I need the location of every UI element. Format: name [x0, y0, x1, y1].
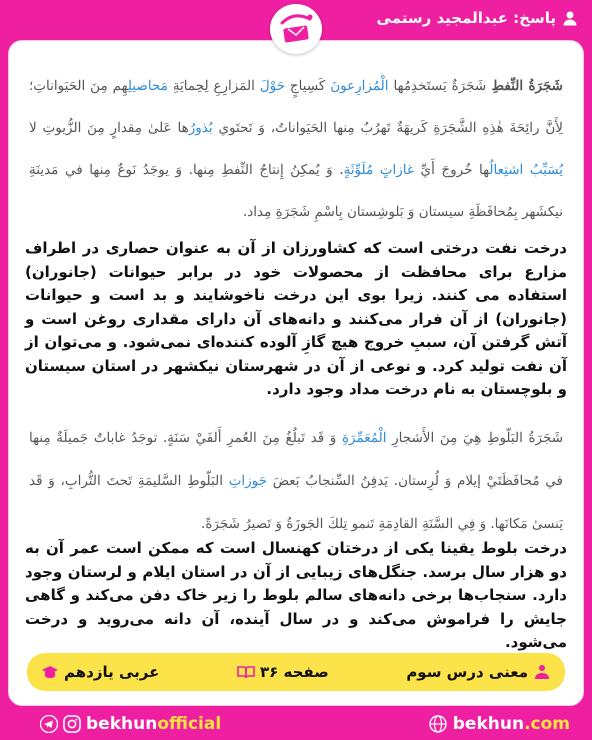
- highlighted-word: حَوْلَ: [259, 78, 285, 94]
- book-label: [41, 663, 159, 681]
- lesson-text: معنی درس سوم: [406, 663, 528, 681]
- persian-translation-oil-tree: درخت نفت درختی است که کشاورزان از آن به عنوان حصاری در اطراف مزارع برای محافظت از محصولات خود در برابر حیوانات (جانوران) استفاده می کنند. زیرا بوی این درخت ناخوشایند و بد است و حیوانات (جانوران) از آن فرار می‌کنند و دانه‌های آن دارای مقداری روغن است و آتش گرفتن آن، سببِ خروج هیچ گازِ آلوده کننده‌ای نمی‌شود. و می‌توان از آن نفت تولید کرد. و نوعی از آن در شهرستان نیکشهر در استان سیستان و بلوچستان به نام درخت مداد وجود دارد.: [25, 239, 567, 398]
- persian-translation-oak-tree: درخت بلوط یقینا یکی از درختان کهنسال است که ممکن است عمر آن به دو هزار سال برسد. جنگل‌های زیبایی از آن در استان ایلام و لرستان وجود دارد. سنجاب‌ها برخی دانه‌های سالم بلوط را زیر خاک دفن می‌کند و گاهی جایش را فراموش می‌کند و در سال آینده، آن دانه می‌روید و درخت می‌شود.: [25, 539, 567, 651]
- highlighted-word: الْمُزارِعونَ: [330, 78, 389, 94]
- author-credit: [377, 9, 578, 27]
- content-card: [8, 40, 584, 706]
- bottom-bar: [0, 708, 592, 740]
- author-text: پاسخ: عبدالمجید رستمی: [376, 9, 556, 27]
- highlighted-word: اشتِعالُ: [489, 162, 524, 178]
- website-suffix: .com: [524, 714, 570, 734]
- social-handle-prefix: bekhun: [86, 714, 158, 734]
- instagram-icon[interactable]: [63, 715, 81, 733]
- social-handle-suffix: official: [157, 714, 222, 734]
- book-text: عربی یازدهم: [64, 663, 160, 681]
- social-handle[interactable]: [40, 714, 221, 734]
- arabic-text-segment: هِم مِنَ الحَيَواناتِ؛ لِأَنَّ رائِحَةَ هٰذِهِ الشَّجَرَةِ كَريهَةٌ تَهرُبُ مِنها الحَيَواناتُ، وَ تَحتَوي: [29, 78, 564, 136]
- arabic-text-segment: وَ قَد تَبلُغُ مِنَ العُمرِ أَلفَيْ سَنَةٍ. توجَدُ غاباتٌ جَميلَةٌ مِنها في مُحافَظَتَيْ إيلام وَ لُرِستان. يَدفِنُ السِّنجابُ بَعضَ: [29, 430, 563, 489]
- arabic-passage-oil-tree: [9, 65, 583, 233]
- website-prefix: bekhun: [452, 714, 525, 734]
- highlighted-word: مَحاصيلِ: [127, 78, 168, 94]
- globe-icon: [429, 715, 447, 733]
- arabic-text-segment: ها عَلىٰ مِقدارٍ مِنَ الزُّيوتِ لا: [29, 120, 189, 136]
- highlighted-word: جَوزاتِ: [228, 473, 267, 489]
- highlighted-word: يُسَبِّبُ: [529, 162, 563, 178]
- arabic-paragraph: [29, 417, 563, 546]
- highlighted-word: الْمُعَمِّرَةِ: [341, 430, 387, 446]
- arabic-text-segment: البَلّوطِ السَّليمَةِ تَحتَ التُّرابِ، وَ قَد يَنسىٰ مَكانَها. وَ فِي السَّنَةِ القادِمَةِ تَنمو تِلكَ الجَوزَةُ وَ تَصيرُ شَجَرَةً.: [29, 473, 563, 532]
- arabic-text-segment: [523, 162, 530, 178]
- highlighted-word: غازاتٍ مُلَوِّثَةٍ: [343, 162, 414, 178]
- bekhun-logo-icon: [274, 9, 318, 49]
- passage-title: شَجَرَةُ النِّفطِ: [486, 78, 563, 94]
- arabic-text-segment: ها خُروجَ أَيِّ: [413, 162, 490, 178]
- telegram-icon[interactable]: [40, 715, 58, 733]
- user-icon: [562, 10, 578, 26]
- arabic-text-segment: شَجَرَةُ البَلّوطِ هِيَ مِنَ الأَشجارِ: [386, 430, 564, 446]
- lesson-label: [406, 663, 551, 681]
- graduation-cap-icon: [41, 663, 59, 681]
- arabic-text-segment: . وَ يُمكِنُ إِنتاجُ النِّفطِ مِنها. وَ يوجَدُ نَوعٌ مِنها في مَدينَةِ نيكشَهر بِمُحافَظَةِ سيستان وَ بَلوشِستان بِاسْمِ شَجَرَةِ مِداد.: [29, 162, 563, 220]
- highlighted-word: بُذورُ: [188, 120, 213, 136]
- website-link[interactable]: [429, 714, 570, 734]
- page-label: [237, 663, 329, 681]
- arabic-text-segment: المَزارِعِ لِحِمايَةِ: [167, 78, 260, 94]
- arabic-text-segment: شَجَرَةٌ يَستَخدِمُها: [388, 78, 487, 94]
- open-book-icon: [237, 663, 255, 681]
- page-text: صفحه ۳۶: [259, 663, 329, 681]
- arabic-text-segment: كَسِياجٍ: [285, 78, 331, 94]
- arabic-passage-oak-tree: [9, 417, 583, 546]
- arabic-paragraph: [29, 65, 563, 233]
- lesson-info-bar: [27, 653, 565, 691]
- logo-badge: [270, 4, 322, 54]
- reader-icon: [533, 663, 551, 681]
